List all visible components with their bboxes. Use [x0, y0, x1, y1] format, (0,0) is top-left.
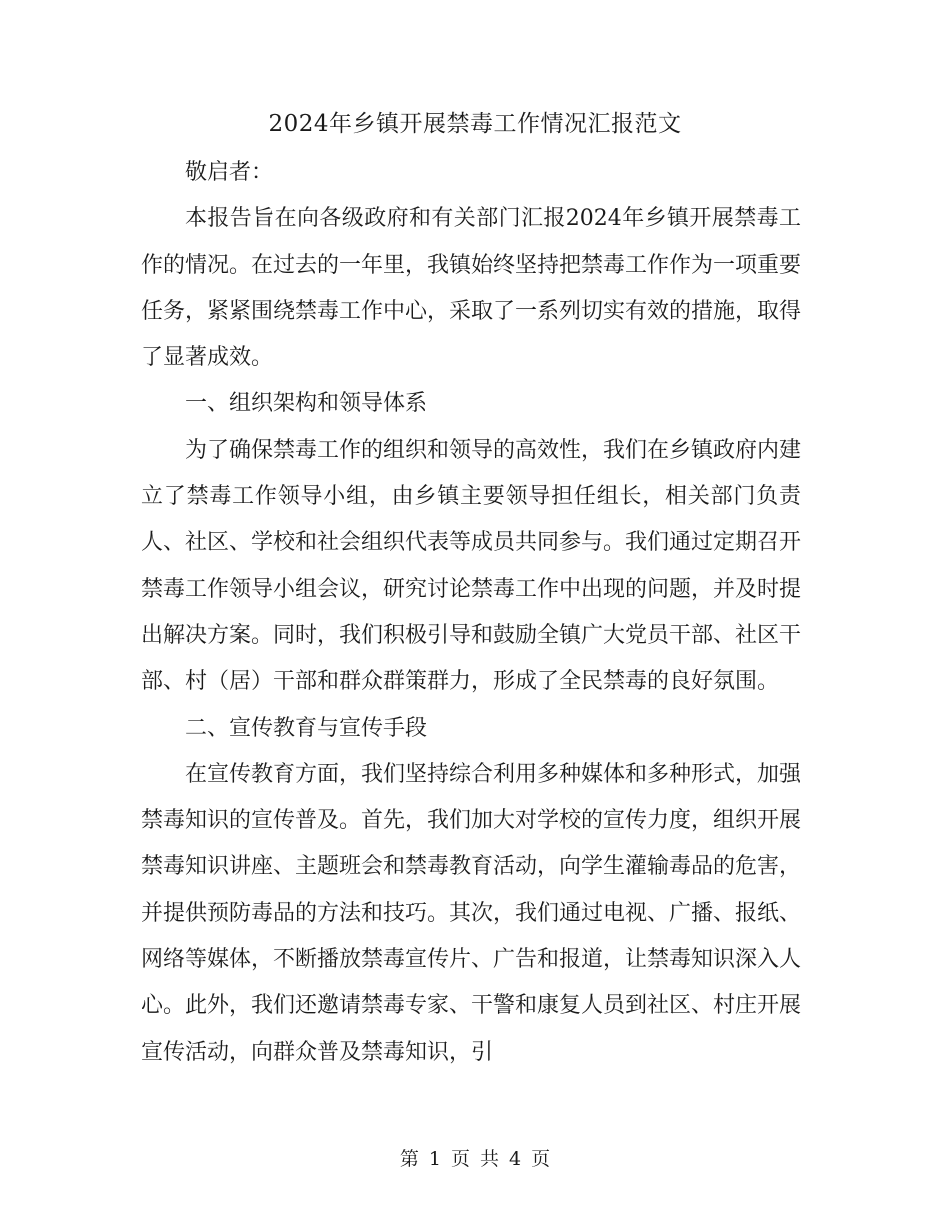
page-number-footer: 第 1 页 共 4 页 [399, 1148, 551, 1170]
section-heading-2: 二、宣传教育与宣传手段 [185, 715, 428, 741]
document-body [141, 150, 801, 1076]
paragraph-organization: 为了确保禁毒工作的组织和领导的高效性，我们在乡镇政府内建立了禁毒工作领导小组，由乡镇主要领导担任组长，相关部门负责人、社区、学校和社会组织代表等成员共同参与。我们通过定期召开禁毒工作领导小组会议，研究讨论禁毒工作中出现的问题，并及时提出解决方案。同时，我们积极引导和鼓励全镇广大党员干部、社区干部、村（居）干部和群众群策群力，形成了全民禁毒的良好氛围。 [141, 437, 802, 695]
paragraph-intro: 本报告旨在向各级政府和有关部门汇报2024年乡镇开展禁毒工作的情况。在过去的一年里，我镇始终坚持把禁毒工作作为一项重要任务，紧紧围绕禁毒工作中心，采取了一系列切实有效的措施，取得了显著成效。 [141, 206, 802, 371]
document-title: 2024年乡镇开展禁毒工作情况汇报范文 [268, 111, 682, 137]
paragraph-publicity: 在宣传教育方面，我们坚持综合利用多种媒体和多种形式，加强禁毒知识的宣传普及。首先，我们加大对学校的宣传力度，组织开展禁毒知识讲座、主题班会和禁毒教育活动，向学生灌输毒品的危害，并提供预防毒品的方法和技巧。其次，我们通过电视、广播、报纸、网络等媒体，不断播放禁毒宣传片、广告和报道，让禁毒知识深入人心。此外，我们还邀请禁毒专家、干警和康复人员到社区、村庄开展宣传活动，向群众普及禁毒知识，引 [141, 761, 802, 1065]
salutation: 敬启者： [185, 160, 274, 185]
section-heading-1: 一、组织架构和领导体系 [185, 391, 428, 417]
